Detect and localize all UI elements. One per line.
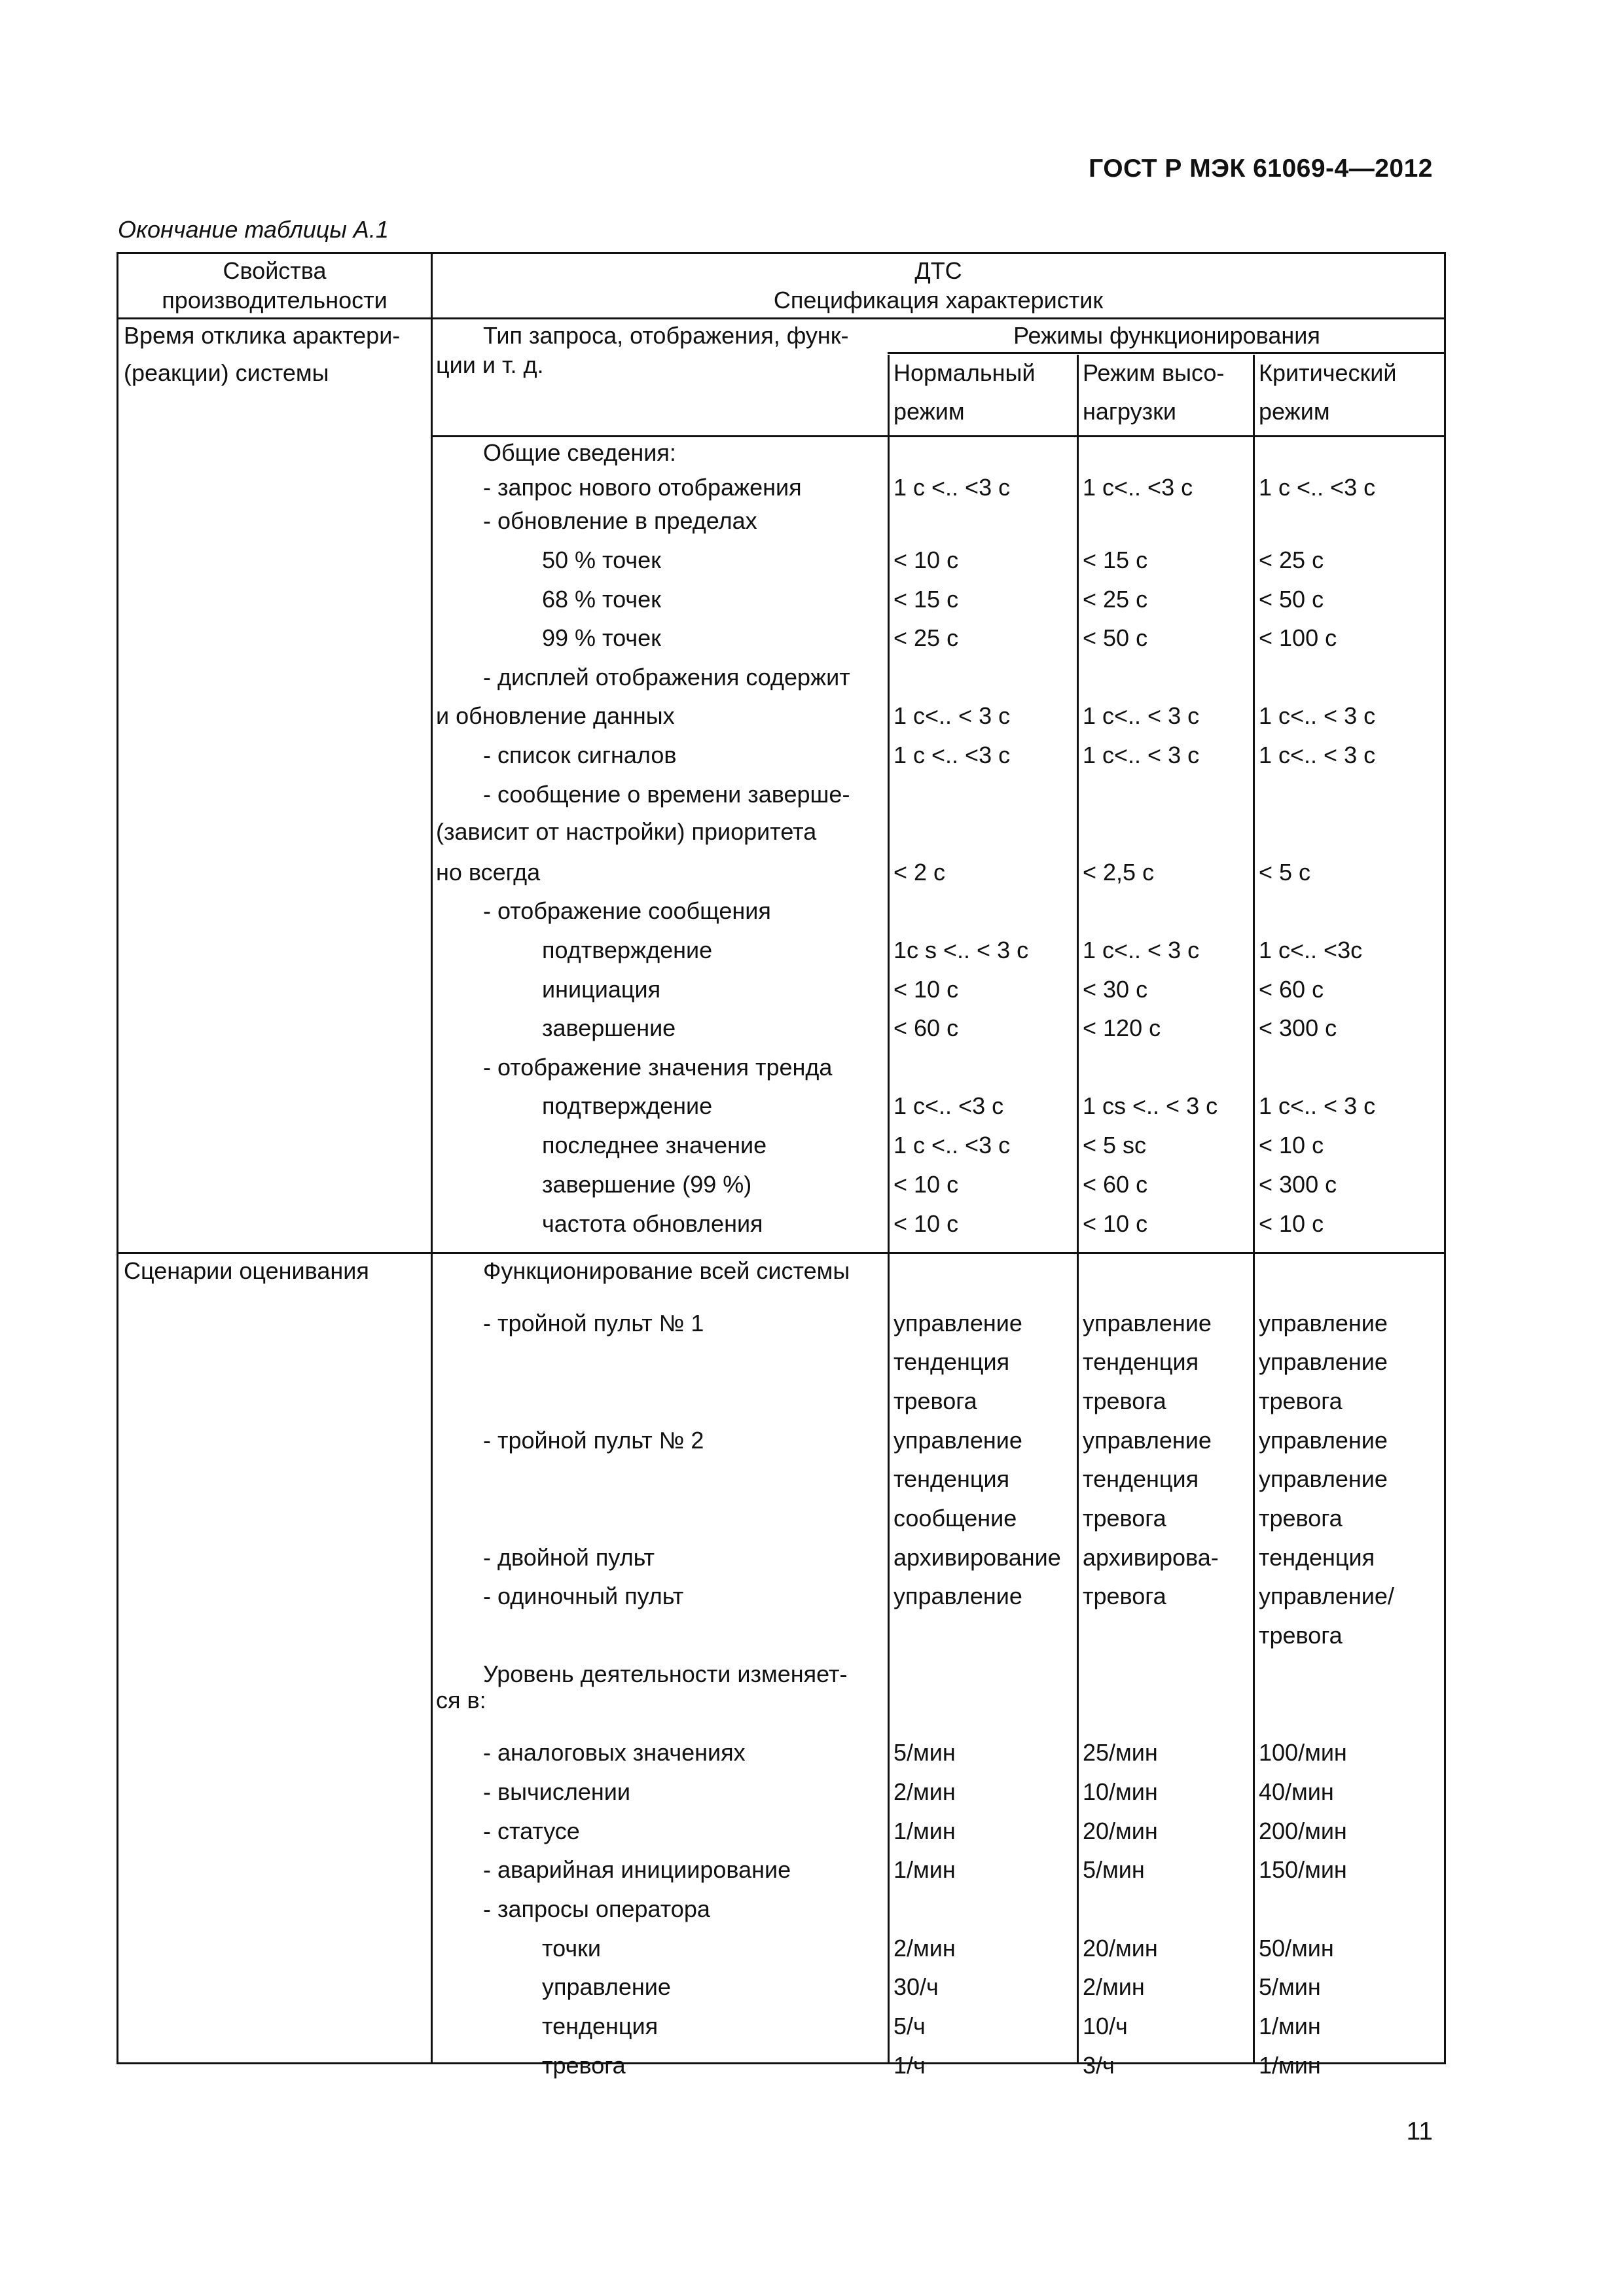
row-value-mode-1: < 10 с — [893, 547, 959, 573]
section1-property-line1: Время отклика арактери- — [124, 322, 401, 349]
row-value-mode-1: 2/мин — [893, 1935, 956, 1962]
row-value-mode-1: 30/ч — [893, 1973, 939, 2000]
row-value-mode-1: < 15 с — [893, 586, 959, 613]
row-label: - аварийная инициирование — [483, 1856, 791, 1883]
row-value-mode-2: < 120 с — [1083, 1014, 1161, 1041]
row-value-mode-2: < 60 с — [1083, 1171, 1148, 1198]
row-value-mode-3: тревога — [1259, 1505, 1343, 1532]
modes-divider — [888, 352, 1446, 354]
row-value-mode-1: < 10 с — [893, 1171, 959, 1198]
modes-title: Режимы функционирования — [1013, 322, 1320, 349]
row-value-mode-2: тенденция — [1083, 1348, 1199, 1375]
row-value-mode-2: < 5 sc — [1083, 1132, 1147, 1158]
row-value-mode-3: управление — [1259, 1310, 1388, 1336]
standard-header: ГОСТ Р МЭК 61069-4—2012 — [1089, 154, 1433, 183]
row-label: - аналоговых значениях — [483, 1739, 746, 1766]
row-value-mode-1: 1 с <.. <3 с — [893, 742, 1011, 768]
row-label: подтверждение — [542, 1092, 713, 1119]
row-value-mode-3: 1 с<.. <3с — [1259, 937, 1363, 963]
row-value-mode-3: 1/мин — [1259, 2013, 1321, 2039]
row-value-mode-2: тревога — [1083, 1505, 1166, 1532]
row-label: - дисплей отображения содержит — [483, 664, 850, 691]
row-value-mode-1: < 10 с — [893, 976, 959, 1003]
row-label: тревога — [542, 2052, 626, 2079]
row-label: - отображение значения тренда — [483, 1054, 833, 1081]
row-value-mode-2: < 50 с — [1083, 624, 1148, 651]
row-label: завершение (99 %) — [542, 1171, 752, 1198]
row-value-mode-2: < 30 с — [1083, 976, 1148, 1003]
row-value-mode-1: архивирование — [893, 1544, 1061, 1571]
row-value-mode-1: управление — [893, 1310, 1022, 1336]
mode-normal-line2: режим — [893, 398, 965, 425]
row-value-mode-1: < 60 с — [893, 1014, 959, 1041]
row-value-mode-3: управление — [1259, 1465, 1388, 1492]
row-label: подтверждение — [542, 937, 713, 963]
row-label: - список сигналов — [483, 742, 677, 768]
row-value-mode-3: < 300 с — [1259, 1014, 1337, 1041]
table-caption: Окончание таблицы А.1 — [118, 216, 389, 243]
header-col2-line1: ДТС — [914, 257, 962, 284]
row-label: Уровень деятельности изменяет- — [483, 1660, 848, 1687]
row-value-mode-1: 1/мин — [893, 1818, 956, 1844]
row-value-mode-2: 1 с<.. < 3 с — [1083, 937, 1200, 963]
row-value-mode-3: тревога — [1259, 1388, 1343, 1414]
row-value-mode-1: 1 с<.. <3 с — [893, 1092, 1004, 1119]
header-col2-line2: Спецификация характеристик — [773, 287, 1104, 314]
row-label: и обновление данных — [436, 702, 675, 729]
row-value-mode-2: < 10 с — [1083, 1210, 1148, 1237]
row-value-mode-3: управление — [1259, 1427, 1388, 1454]
row-value-mode-2: 1 с<.. <3 с — [1083, 474, 1193, 501]
row-label: - одиночный пульт — [483, 1583, 684, 1609]
row-label: точки — [542, 1935, 601, 1962]
row-value-mode-2: архивирова- — [1083, 1544, 1219, 1571]
row-value-mode-1: 1 с<.. < 3 с — [893, 702, 1011, 729]
row-label: инициация — [542, 976, 661, 1003]
row-value-mode-3: 1/мин — [1259, 2052, 1321, 2079]
row-value-mode-2: 10/ч — [1083, 2013, 1128, 2039]
row-value-mode-1: 1c s <.. < 3 с — [893, 937, 1029, 963]
row-label: управление — [542, 1973, 671, 2000]
row-label: - запрос нового отображения — [483, 474, 802, 501]
row-value-mode-2: 20/мин — [1083, 1818, 1158, 1844]
row-value-mode-2: 25/мин — [1083, 1739, 1158, 1766]
row-label: но всегда — [436, 859, 541, 886]
row-value-mode-3: < 5 с — [1259, 859, 1311, 886]
row-label: тенденция — [542, 2013, 659, 2039]
query-type-line1: Тип запроса, отображения, функ- — [483, 322, 849, 349]
col-divider-1 — [431, 254, 433, 2064]
row-value-mode-1: 5/ч — [893, 2013, 926, 2039]
row-label: 50 % точек — [542, 547, 661, 573]
row-value-mode-2: управление — [1083, 1310, 1212, 1336]
row-value-mode-1: тенденция — [893, 1465, 1010, 1492]
row-value-mode-3: 5/мин — [1259, 1973, 1321, 2000]
row-value-mode-3: 200/мин — [1259, 1818, 1347, 1844]
row-value-mode-3: 50/мин — [1259, 1935, 1334, 1962]
row-label: - обновление в пределах — [483, 507, 757, 534]
col-divider-2 — [888, 355, 890, 2064]
header-col1-line2: производительности — [162, 287, 388, 314]
row-value-mode-3: 150/мин — [1259, 1856, 1347, 1883]
row-value-mode-2: 1 cs <.. < 3 с — [1083, 1092, 1218, 1119]
row-value-mode-2: тенденция — [1083, 1465, 1199, 1492]
section-divider — [118, 1252, 1446, 1254]
row-value-mode-1: 1/мин — [893, 1856, 956, 1883]
subheader-divider — [431, 435, 1446, 437]
row-value-mode-3: < 60 с — [1259, 976, 1324, 1003]
row-value-mode-3: < 10 с — [1259, 1132, 1324, 1158]
row-label: - отображение сообщения — [483, 897, 771, 924]
row-value-mode-2: 1 с<.. < 3 с — [1083, 742, 1200, 768]
row-value-mode-1: 1/ч — [893, 2052, 926, 2079]
row-value-mode-1: тревога — [893, 1388, 977, 1414]
row-value-mode-3: 1 с<.. < 3 с — [1259, 702, 1376, 729]
row-value-mode-2: < 2,5 с — [1083, 859, 1155, 886]
row-label: 99 % точек — [542, 624, 661, 651]
row-value-mode-3: 100/мин — [1259, 1739, 1347, 1766]
row-value-mode-3: тревога — [1259, 1622, 1343, 1649]
row-value-mode-2: 3/ч — [1083, 2052, 1115, 2079]
row-value-mode-1: управление — [893, 1583, 1022, 1609]
mode-high-load-line2: нагрузки — [1083, 398, 1177, 425]
row-value-mode-3: < 50 с — [1259, 586, 1324, 613]
row-value-mode-3: < 10 с — [1259, 1210, 1324, 1237]
row-label: - запросы оператора — [483, 1895, 710, 1922]
row-value-mode-3: тенденция — [1259, 1544, 1375, 1571]
col-divider-4 — [1253, 355, 1255, 2064]
mode-high-load-line1: Режим высо- — [1083, 359, 1225, 386]
row-label: частота обновления — [542, 1210, 763, 1237]
section2-property: Сценарии оценивания — [124, 1257, 369, 1284]
query-type-line2: ции и т. д. — [436, 351, 544, 378]
row-value-mode-1: управление — [893, 1427, 1022, 1454]
mode-normal-line1: Нормальный — [893, 359, 1036, 386]
row-label: Функционирование всей системы — [483, 1257, 850, 1284]
row-value-mode-1: сообщение — [893, 1505, 1017, 1532]
row-value-mode-3: 40/мин — [1259, 1778, 1334, 1805]
row-label: Общие сведения: — [483, 439, 676, 466]
performance-table — [117, 252, 1446, 2079]
row-value-mode-1: < 2 с — [893, 859, 946, 886]
row-label: завершение — [542, 1014, 676, 1041]
row-value-mode-1: 5/мин — [893, 1739, 956, 1766]
row-value-mode-3: управление — [1259, 1348, 1388, 1375]
row-value-mode-2: тревога — [1083, 1583, 1166, 1609]
row-label: - тройной пульт № 1 — [483, 1310, 704, 1336]
row-value-mode-1: 2/мин — [893, 1778, 956, 1805]
page-number: 11 — [1406, 2117, 1433, 2145]
row-value-mode-1: 1 с <.. <3 с — [893, 474, 1011, 501]
col-divider-3 — [1077, 355, 1079, 2064]
row-value-mode-2: 5/мин — [1083, 1856, 1145, 1883]
row-value-mode-2: 10/мин — [1083, 1778, 1158, 1805]
row-value-mode-3: 1 с<.. < 3 с — [1259, 742, 1376, 768]
section1-property-line2: (реакции) системы — [124, 359, 329, 386]
header-col1-line1: Свойства — [223, 257, 327, 284]
row-label: - сообщение о времени заверше- — [483, 781, 850, 808]
row-value-mode-3: 1 с <.. <3 с — [1259, 474, 1376, 501]
row-value-mode-1: < 10 с — [893, 1210, 959, 1237]
row-value-mode-2: 1 с<.. < 3 с — [1083, 702, 1200, 729]
row-value-mode-2: < 25 с — [1083, 586, 1148, 613]
row-value-mode-3: < 25 с — [1259, 547, 1324, 573]
header-row-divider — [118, 317, 1446, 319]
row-value-mode-1: тенденция — [893, 1348, 1010, 1375]
mode-critical-line2: режим — [1259, 398, 1330, 425]
row-value-mode-1: < 25 с — [893, 624, 959, 651]
row-label: последнее значение — [542, 1132, 767, 1158]
row-label: ся в: — [436, 1687, 486, 1713]
mode-critical-line1: Критический — [1259, 359, 1397, 386]
row-label: (зависит от настройки) приоритета — [436, 818, 817, 845]
row-label: 68 % точек — [542, 586, 661, 613]
row-value-mode-3: 1 с<.. < 3 с — [1259, 1092, 1376, 1119]
row-label: - статусе — [483, 1818, 580, 1844]
row-value-mode-3: управление/ — [1259, 1583, 1394, 1609]
row-value-mode-3: < 300 с — [1259, 1171, 1337, 1198]
row-value-mode-2: 20/мин — [1083, 1935, 1158, 1962]
row-value-mode-3: < 100 с — [1259, 624, 1337, 651]
row-value-mode-2: 2/мин — [1083, 1973, 1145, 2000]
row-value-mode-2: < 15 с — [1083, 547, 1148, 573]
row-label: - тройной пульт № 2 — [483, 1427, 704, 1454]
row-value-mode-2: управление — [1083, 1427, 1212, 1454]
row-value-mode-2: тревога — [1083, 1388, 1166, 1414]
row-value-mode-1: 1 с <.. <3 с — [893, 1132, 1011, 1158]
row-label: - вычислении — [483, 1778, 630, 1805]
row-label: - двойной пульт — [483, 1544, 655, 1571]
